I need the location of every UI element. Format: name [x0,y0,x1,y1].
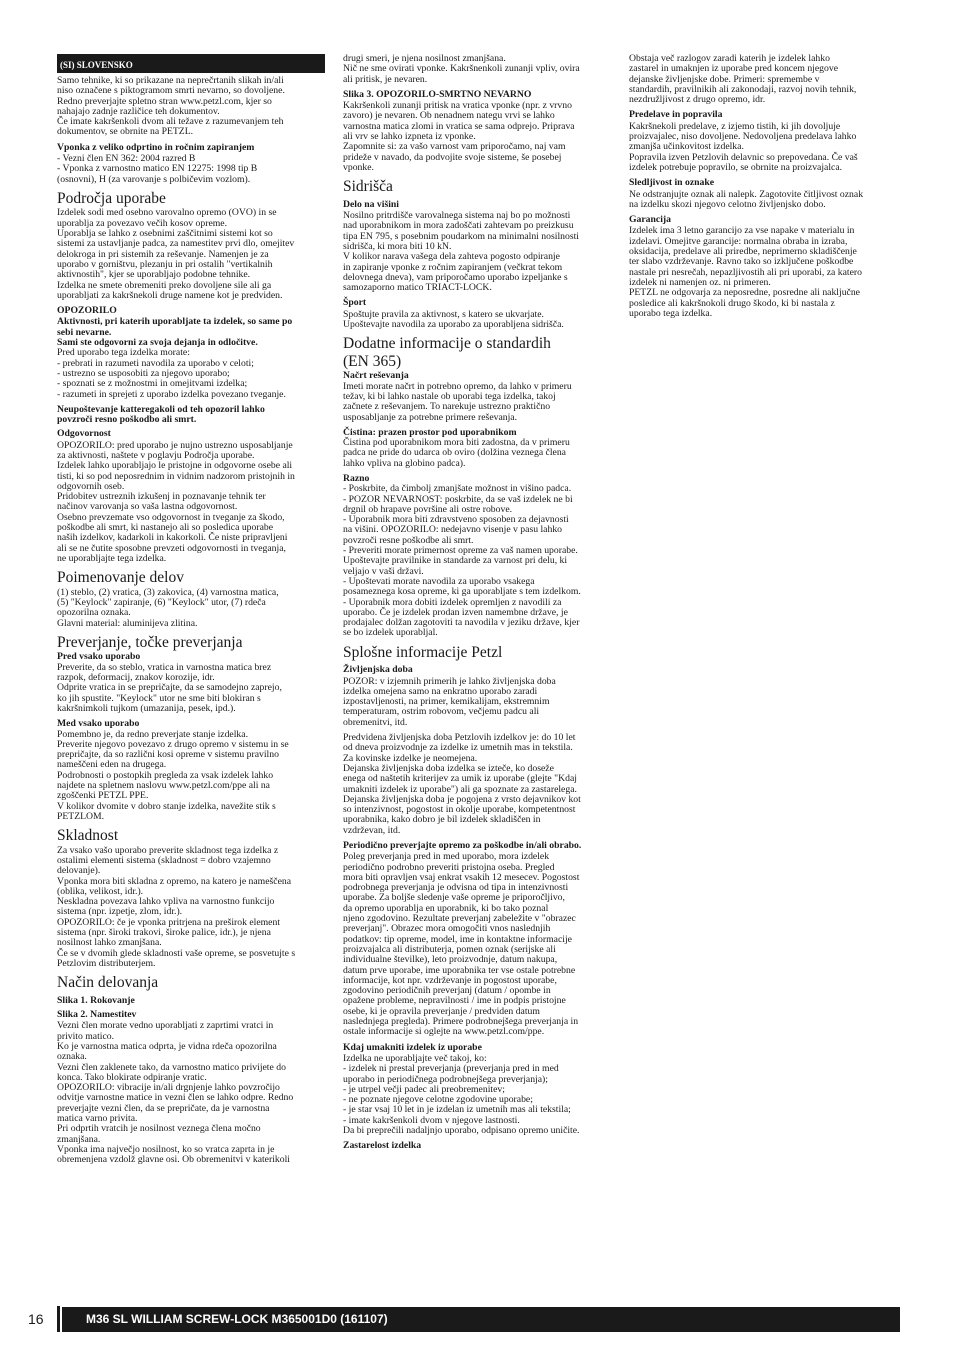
text-line: V kolikor narava vašega dela zahteva pogosto odpiranje [343,251,560,263]
text-line: ko jih spustite. "Keylock" utor ne sme biti blokiran s [57,692,261,704]
text-line: sebi nevarne. [57,326,112,338]
text-line: nastale pri nesrečah, nepazljivostih ali pri uporabi, za katero [629,266,862,278]
text-line: Dejanska življenjska doba izdelka se izteče, ko dosežе [343,762,554,774]
text-line: OPOZORILO: če je vponka pritrjena na preširok element [57,916,281,928]
text-line: uporabo tega izdelka. [629,307,713,319]
section-heading: Skladnost [57,827,119,845]
text-line: samozaporno matico TRIACT-LOCK. [343,282,492,294]
text-line: Neupoštevanje katteregakoli od teh opozoril lahko [57,403,265,415]
paragraph [57,663,325,714]
text-line: Kakršnekoli predelave, z izjemo tistih, ki jih dovoljuje [629,120,841,132]
text-line: zgoščenki PETZL PPE. [57,790,149,802]
text-line: odvitje varnostne matice in vezni člen se lahko odpre. Redno [57,1092,294,1104]
text-line: privito matico. [57,1030,115,1042]
text-line: Pri odprtih vratcih je nosilnost veznega člena močno [57,1123,261,1135]
text-line: Načrt reševanja [343,370,409,382]
subsection-heading: Delo na višini [343,198,399,210]
text-line: povzroči resno poškodbo ali smrt. [57,414,197,426]
text-line: ostale informacije si oglejte na www.petzl.com/ppe. [343,1026,545,1038]
paragraph [629,122,897,173]
text-line: Vponka mora biti skladna z opremo, na katero je nameščena [57,875,292,887]
text-line: veljajo v vaši državi. [343,565,424,577]
text-line: posameznega kosa opreme, ki ga uporabljate s tem izdelkom. [343,586,581,598]
text-line: najdete na spletnem naslovu www.petzl.com/ppe ali na [57,780,270,792]
text-line: drgnil ob hrapave površine ali ostre robove. [343,503,513,515]
text-line: Čistina: prazen prostor pod uporabnikom [343,426,517,438]
paragraph [343,101,611,173]
text-line: - POZOR NEVARNOST: poskrbite, da se vaš izdelek ne bi [343,493,573,505]
text-line: delovnega dneva), vam priporočamo uporabo izpeljanke s [343,271,568,283]
text-line: na izdelku skozi njegovo celotno življenjsko dobo. [629,198,826,210]
paragraph [343,382,611,423]
text-line: Poleg preverjanja pred in med uporabo, mora izdelek [343,851,550,863]
text-line: razpok, deformacij, znakov korozije, idr. [57,672,215,684]
bold-paragraph [57,719,325,729]
text-line: proizvajalca ali distributerja, pomen oznak (serijske ali [343,943,556,955]
text-line: Pred vsako uporabo [57,651,141,663]
text-line: datum prve uporabe, ime uporabnika ter vse ostale potrebne [343,964,576,976]
text-line: Izdelek sodi med osebno varovalno opremo (OVO) in se [57,207,277,219]
text-line: Upoštevajte pravilnike in standarde za varnost pri delu, ki [343,555,568,567]
text-line: Imeti morate načrt in potrebno opremo, da lahko v primeru [343,380,572,392]
text-line: uporabnika, kako dobro je bil izdelek skladiščen in [343,814,541,826]
text-line: izdelek potrebuje popravilo, se obrnite na proizvajalca. [629,161,843,173]
text-line: ter slabo vzdrževanje. Ravno tako so izključene poškodbe [629,256,854,268]
text-line: Da bi preprečili nadaljnjo uporabo, odpisano opremo uničite. [343,1125,580,1137]
column-2 [343,54,611,1153]
text-line: temperaturam, ostrim robovom, večjemu padcu ali [343,706,540,718]
text-line: ali pritisk, je nevaren. [343,73,428,85]
text-line: Preverite njegovo povezavo z drugo opremo v sistemu in se [57,738,289,750]
text-line: poškodbe ali smrt, ki nastanejo ali so posledica uporabe [57,522,274,534]
text-line: uporabo in periodičnega podrobnejšega preverjanja); [343,1073,548,1085]
text-line: matica varno privita. [57,1113,138,1125]
paragraph [57,208,325,301]
text-line: njeno zgodovino. Rezultate preverjanj zabeležite v "obrazec [343,913,576,925]
subsection-heading: Sledljivost in oznake [629,177,715,189]
text-line: dokumentov, se obrnite na PETZL. [57,126,194,138]
text-line: na višini. OPOZORILO: nedejavno visenje v pasu lahko [343,524,563,536]
text-line: Čistina pod uporabnikom mora biti zadostna, da v primeru [343,437,570,449]
text-line: informacije, kot npr. vzdrževanje in pogostost uporabe, [343,974,557,986]
paragraph [343,484,611,638]
text-line: periodično podrobno preveriti pristojna oseba. Pregled [343,861,555,873]
section-heading: Način delovanja [57,974,159,992]
text-line: opažene probleme, nepravilnosti / ime in podpis pristojne [343,995,566,1007]
text-line: Osebno prevzemate vso odgovornost in tveganje za škodo, [57,511,285,523]
subsection-heading: Slika 2. Namestitev [57,1009,137,1021]
text-line: Predvidena življenjska doba Petzlovih izdelkov je: do 10 let [343,732,576,744]
text-line: (osnovni), H (za varovanje s polbičevim vozlom). [57,173,251,185]
text-line: Za kovinske izdelke je neomejena. [343,752,478,764]
text-line: izdelavi. Omejitve garancije: normalna obraba in izraba, [629,235,848,247]
text-line: začnete z reševanjem. To narekuje ustrezno praktično [343,401,551,413]
column-1 [57,54,325,1171]
text-line: Glavni material: aluminijeva zlitina. [57,617,198,629]
text-line: Uporablja se lahko z osebnimi zaščitnimi sistemi kot so [57,228,273,240]
text-line: drugi smeri, je njena nosilnost zmanjšana. [343,53,506,64]
text-line: Samo tehnike, ki so prikazane na neprečrtanih slikah in/ali [57,75,284,86]
text-line: (1) steblo, (2) vratica, (3) zakovica, (4) varnostna matica, [57,586,279,598]
text-line: sidrišča, ki mora biti 10 kN. [343,240,452,252]
text-line: da opremo uporablja en uporabnik, ki bo tako poznal [343,902,549,914]
text-line: sistemi za ustavljanje padca, za namestitev prvi dlo, omejitev [57,238,295,250]
text-line: sistema (npr. široki trakovi, široke palice, idr.), je njena [57,927,271,939]
text-line: Spoštujte pravila za aktivnost, s katero se ukvarjate. [343,308,544,320]
text-line: Razno [343,473,370,484]
text-line: preverjajte vezni člen, da se prepričate, da je varnostna [57,1102,270,1114]
subsection-heading: Garancija [629,214,671,226]
text-line: Ko je varnostna matica odprta, je vidna rdeča opozorilna [57,1040,277,1052]
text-line: - imate kakršenkoli dvom v njegove lastnosti. [343,1114,520,1126]
text-line: Pomembno je, da redno preverjate stanje izdelka. [57,728,248,740]
subsection-heading: Kdaj umakniti izdelek iz uporabe [343,1041,482,1053]
paragraph [57,588,325,629]
text-line: padca ne pride do udarca ob oviro (dolžina veznega člena [343,447,566,459]
subsection-heading: Periodično preverjajte opremo za poškodbe in/ali obrabo. [343,840,582,851]
text-line: Vezni člen zaklenete tako, da varnostno matico privijete do [57,1061,286,1073]
text-line: nameščeni eden na drugega. [57,759,167,771]
text-line: Neskladna povezava lahko vpliva na varnostno funkcijo [57,896,275,908]
text-line: enega od naštetih kriterijev za umik iz uporabe (glejte "Kdaj [343,773,577,785]
section-heading: Sidrišča [343,178,393,196]
paragraph [343,733,611,836]
text-line: tisti, ki so pod neposrednim in vidnim nadzorom pristojnih in [57,470,295,482]
subsection-heading: Odgovornost [57,428,111,440]
bold-paragraph [57,405,325,426]
text-line: Nič ne sme ovirati vponke. Kakršnenkoli zunanji vpliv, ovira [343,63,580,75]
page-number: 16 [28,1311,44,1327]
paragraph [57,846,325,970]
column-3 [629,54,897,324]
text-line: - ne poznate njegove celotne zgodovine uporabe; [343,1094,533,1106]
text-line: Vponka ima največjo nosilnost, ko so vratca zaprta in je [57,1143,275,1155]
text-line: prodajalec dolžan zagotoviti ta navodila v jeziku države, kjer [343,617,580,629]
text-line: težav, ki bi lahko nastale ob uporabi tega izdelka, takoj [343,390,556,402]
text-line: Izdelka ne uporabljajte več takoj, ko: [343,1052,487,1064]
text-line: zastarel in umaknjen iz uporabe pred koncem njegove [629,63,839,75]
text-line: vzdrževan, itd. [343,824,401,836]
text-line: - ustrezno se usposobiti za njegovo uporabo; [57,367,230,379]
paragraph [629,226,897,319]
text-line: Nosilno pritrdišče varovalnega sistema naj bo po možnosti [343,210,571,222]
subsection-heading: Predelave in popravila [629,109,723,121]
text-line: uporabo. Če je izdelek prodan izven namembne države, je [343,606,568,618]
text-line: mora biti opravljen vsaj enkrat vsakih 12 mesecev. Pogostost [343,871,580,883]
text-line: delovanje). [57,865,101,877]
text-line: (5) "Keylock" zapiranje, (6) "Keylock" utor, (7) rdeča [57,597,266,609]
subsection-heading: Slika 1. Rokovanje [57,994,135,1006]
text-line: Izdelek ima 3 letno garancijo za vse napake v materialu in [629,225,855,237]
text-line: Redno preverjajte spletno stran www.petzl.com, kjer so [57,95,272,107]
text-line: ali se ne čutite sposobne prevzeti odgovornosti in tveganja, [57,542,286,554]
subsection-heading: Šport [343,297,367,309]
text-line: osebe, ki je opravila preverjanje / predviden datum [343,1005,540,1017]
text-line: - Poskrbite, da čimbolj zmanjšate možnost in višino padca. [343,483,572,495]
section-heading: (EN 365) [343,352,402,370]
paragraph [57,1021,325,1165]
text-line: vponke. [343,161,374,173]
text-line: zgodovino periodičnih preverjanj (datum / opombe in [343,985,551,997]
text-line: PETZL ne odgovarja za neposredne, posredne ali naključne [629,287,860,299]
text-line: Pred uporabo tega izdelka morate: [57,347,190,359]
text-line: podrobnega preverjanja je odvisna od tipa in intenzivnosti [343,882,569,894]
paragraph [343,677,611,728]
section-heading: Poimenovanje delov [57,569,184,587]
text-line: Aktivnosti, pri katerih uporabljate ta izdelek, so same po [57,316,293,328]
section-heading: Splošne informacije Petzl [343,643,503,661]
text-line: obremenitvi, itd. [343,716,408,728]
subsection-heading: Vponka z veliko odprtino in ročnim zapiranjem [57,141,255,153]
text-line: od dneva proizvodnje za izdelke iz umetnih mas in tekstila. [343,742,573,754]
language-header: (SI) SLOVENSKO [57,54,325,73]
text-line: - Upoštevati morate navodila za uporabo vsakega [343,575,535,587]
text-line: obremenjena vzdolž glavne osi. Ob obremenitvi v katerikoli [57,1154,290,1166]
paragraph [343,54,611,85]
text-line: PETZLOM. [57,810,105,822]
text-line: Vezni člen morate vedno uporabljati z zaprtimi vratci in [57,1020,274,1032]
text-line: uporabe. Za boljše sledenje vaše opreme je priporočljivo, [343,892,565,904]
text-line: - je utrpel večji padec ali preobremenitev; [343,1083,505,1095]
text-line: Pridobitev ustreznih izkušenj in poznavanje tehnik ter [57,491,266,503]
text-line: ne uporabljajte tega izdelka. [57,552,167,564]
text-line: standardih, pravilnikih ali zakonodaji, razvoj novih tehnik, [629,83,857,95]
text-line: (oblika, velikost, idr.). [57,885,144,897]
text-line: Popravila izven Petzlovih delavnic so prepovedana. Če vaš [629,151,858,163]
text-line: odgovornih oseb. [57,480,125,492]
text-line: Izdelka ne smete obremeniti preko dovoljene sile ali ga [57,279,272,291]
text-line: prideže v navado, da podvojite svoje sisteme, še posebej [343,151,562,163]
text-line: sistema (npr. izpetje, zlom, idr.). [57,906,183,918]
text-line: oksidacija, predelave ali priredbe, neprimerno skladiščenje [629,246,857,258]
text-line: Za vsako vašo uporabo preverite skladnost tega izdelka z [57,844,279,856]
text-line: preverjanj". Obrazec mora omogočiti vnos naslednjih [343,923,551,935]
text-line: so intenzivnost, pogostost in okolje uporabe, kompetentnost [343,804,576,816]
text-line: POZOR: v izjemnih primerih je lahko življenjska doba [343,675,556,687]
text-line: - Vponka z varnostno matico EN 12275: 1998 tip B [57,163,258,175]
text-line: uporablja za povezavo večih kosov opreme. [57,217,228,229]
text-line: zmanjšana. [57,1133,101,1145]
text-line: Kakršenkoli zunanji pritisk na vratica vponke (npr. z vrvno [343,100,572,112]
text-line: izdelka omejena samo na enkratno uporabo zaradi [343,685,538,697]
paragraph [57,154,325,185]
text-line: - Uporabnik mora biti zdravstveno sposoben za dejavnosti [343,514,569,526]
text-line: OPOZORILO: pred uporabo je nujno ustrezno usposabljanje [57,439,293,451]
text-line: za aktivnosti, naštete v poglavju Področja uporabe. [57,450,255,461]
text-line: Upoštevajte navodila za uporabo za uporabljena sidrišča. [343,319,564,331]
paragraph [343,310,611,331]
subsection-heading: Življenjska doba [343,664,413,676]
text-line: in zapiranje vponke z ročnim zapiranjem (večkrat tekom [343,261,563,273]
text-line: - Preveriti morate primernost opreme za vaš namen uporabe. [343,545,578,557]
text-line: aktivnostih", kjer se uporabljajo podobne tehnike. [57,269,251,281]
text-line: zmanjša učinkovitost izdelka. [629,141,744,153]
text-line: ali vrv se lahko izpneta iz vponke. [343,131,476,143]
paragraph [343,852,611,1037]
text-line: tipa EN 795, s posebnim poudarkom na minimalni nosilnosti [343,230,579,242]
text-line: proizvajalec, niso dovoljene. Nedovoljena predelava lahko [629,131,857,143]
text-line: Dejanska življenjska doba je pogojena z vrsto dejavnikov kot [343,793,581,805]
paragraph [343,438,611,469]
text-line: kakršnimkoli tujkom (umazanija, pesek, ipd.). [57,702,236,714]
text-line: Preverite, da so steblo, vratica in varnostna matica brez [57,661,272,673]
text-line: - spoznati se z možnostmi in omejitvami izdelka; [57,378,248,390]
paragraph [57,730,325,823]
section-heading: Preverjanje, točke preverjanja [57,633,243,651]
text-line: se bo izdelek uporabljal. [343,627,438,639]
text-line: Če imate kakršenkoli dvom ali težave z razumevanjem teh [57,116,284,128]
text-line: oznaka. [57,1051,87,1063]
text-line: Podrobnosti o postopkih pregleda za vsak izdelek lahko [57,769,274,781]
text-line: - izdelek ni prestal preverjanja (preverjanja pred in med [343,1063,559,1075]
text-line: dejanske življenjske dobe. Primeri: spremembe v [629,73,820,85]
text-line: Ne odstranjujte oznak ali nalepk. Zagotovite čitljivost oznak [629,188,864,200]
text-line: - razumeti in sprejeti z uporabo izdelka povezano tveganje. [57,388,286,400]
text-line: Sami ste odgovorni za svoja dejanja in odločitve. [57,337,258,349]
text-line: prepričajte, da so različni kosi opreme v sistemu pravilno [57,749,279,761]
text-line: uporabljati za kakršnekoli druge namene kot je predviden. [57,289,283,301]
text-line: naslednjega pregleda). Primere podrobnejšega preverjanja in [343,1016,579,1028]
text-line: izdelek ni namenjen oz. ni primeren. [629,276,771,288]
text-line: zavoro) je nevaren. Ob nenadnem nategu vrvi se lahko [343,110,555,122]
text-line: nezdružljivost z drugo opremo, idr. [629,94,766,106]
text-line: nad uporabnikom in mora zadoščati zahtevam po preizkusu [343,220,574,232]
text-line: konca. Tako blokirate odpiranje vratic. [57,1071,207,1083]
text-line: umakniti izdelek iz uporabe") ali ga spoznate za zastarelega. [343,783,577,795]
subsection-heading: Zastarelost izdelka [343,1140,422,1152]
paragraph [57,348,325,399]
subsection-heading: OPOZORILO [57,305,117,317]
text-line: Če se v dvomih glede skladnosti vaše opreme, se posvetujte s [57,947,296,959]
text-line: Odprite vratica in se prepričajte, da se samodejno zaprejo, [57,682,282,694]
text-line: Zapomnite si: za vašo varnost vam priporočamo, naj vam [343,141,566,153]
text-line: opozorilna oznaka. [57,607,131,619]
text-line: lahko vpliva na globino padca). [343,457,466,469]
text-line: nosilnost lahko zmanjšana. [57,937,162,949]
bold-paragraph [57,317,325,348]
text-line: varnostna matica zlomi in vratica se sama odprejo. Priprava [343,120,575,132]
text-line: ostalimi elementi sistema (skladnost = dobro vzajemno [57,855,271,866]
text-line: - Vezni člen EN 362: 2004 razred B [57,153,196,165]
section-heading: Področja uporabe [57,189,166,207]
text-line: Med vsako uporabo [57,718,140,730]
text-line: podatkov: tip opreme, model, ime in kontaktne informacije [343,933,572,945]
text-line: uporabo v gorništvu, plezanju in pri ostalih "vertikalnih [57,258,273,270]
paragraph [57,76,325,138]
text-line: Obstaja več razlogov zaradi katerih je izdelek lahko [629,53,830,64]
paragraph [57,441,325,565]
text-line: izpostavljenosti, na primer, kemikalijam, ekstremnim [343,696,550,708]
text-line: Petzlovim distributerjem. [57,957,156,969]
paragraph [629,190,897,211]
text-line: - prebrati in razumeti navodila za uporabo v celoti; [57,357,254,369]
paragraph [343,211,611,293]
text-line: - je star vsaj 10 let in je izdelan iz umetnih mas ali tekstila; [343,1104,571,1116]
footer-rule [57,1306,60,1332]
footer-doc-code: M36 SL WILLIAM SCREW-LOCK M365001D0 (161107) [62,1307,900,1332]
text-line: povzroči resne poškodbe ali smrt. [343,534,474,546]
text-line: V kolikor dvomite v dobro stanje izdelka, navežite stik s [57,800,276,812]
text-line: Izdelek lahko uporabljajo le pristojne in odgovorne osebe ali [57,460,293,472]
paragraph [343,1054,611,1136]
text-line: - Uporabnik mora dobiti izdelek opremljen z navodili za [343,596,562,608]
section-heading: Dodatne informacije o standardih [343,335,551,353]
paragraph [629,54,897,105]
text-line: nahajajo zadnje različice teh dokumentov. [57,105,220,117]
subsection-heading: Slika 3. OPOZORILO-SMRTNO NEVARNO [343,88,532,100]
text-line: OPOZORILO: vibracije in/ali drgnjenje lahko povzročijo [57,1082,280,1094]
text-line: individualne številke), leto proizvodnje, datum nakupa, [343,954,558,966]
text-line: načinov varovanja so vaša lastna odgovornost. [57,501,238,513]
text-line: niso označene s piktogramom smrti nevarno, so dovoljene. [57,85,285,97]
text-line: delokroga in pri sistemih za reševanje. Namenjen je za [57,248,269,260]
text-line: posledice ali kakršnokoli drugo škodo, ki bi nastala z [629,297,835,309]
text-line: usposabljanje za potrebne primere reševanja. [343,411,518,423]
text-line: naših izdelkov, kadarkoli in kakorkoli. Če niste pripravljeni [57,532,288,544]
